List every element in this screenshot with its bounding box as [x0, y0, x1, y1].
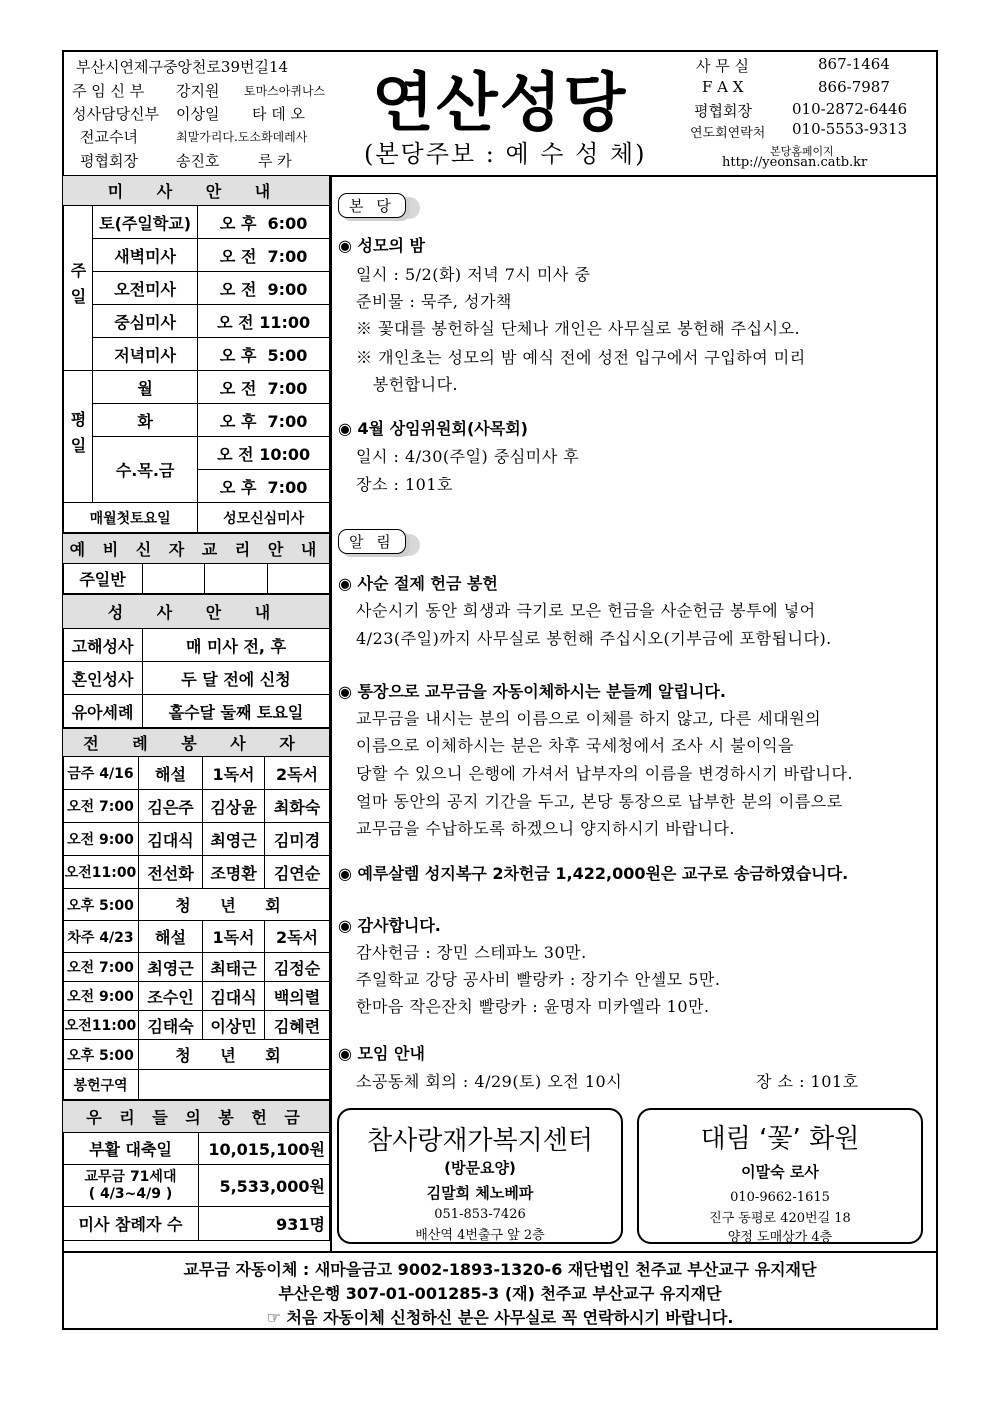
- ad-care-center: [337, 1108, 623, 1244]
- address: 부산시연제구중앙천로39번길14: [76, 58, 289, 76]
- mass-name: 수.목.금: [92, 437, 197, 503]
- catechumen-table: [62, 533, 330, 594]
- slot-time: 오후 5:00: [63, 889, 139, 921]
- council-name: 송진호: [176, 152, 220, 170]
- notice-line: 교무금을 내시는 분의 이름으로 이체를 하지 않고, 다른 세대원의: [356, 709, 822, 728]
- footer-line: 교무금 자동이체 : 새마을금고 9002-1893-1320-6 재단법인 천주교 부산교구 유지재단: [183, 1260, 817, 1279]
- server-name: 김정순: [265, 953, 330, 982]
- sister-role: 전교수녀: [80, 128, 138, 146]
- ad-phone: 010-9662-1615: [730, 1190, 830, 1205]
- offering-title: 우 리 들 의 봉 헌 금: [63, 1101, 330, 1133]
- ad-address: 진구 동평로 420번길 18: [709, 1211, 851, 1226]
- council-phone: 010-2872-6446: [792, 100, 908, 118]
- notice-line: ※ 개인초는 성모의 밤 예식 전에 성전 입구에서 구입하여 미리: [356, 348, 806, 367]
- notice-line: ※ 꽃대를 봉헌하실 단체나 개인은 사무실로 봉헌해 주십시오.: [356, 319, 801, 338]
- ad-person: 김말희 체노베파: [426, 1184, 534, 1202]
- council-role: 평협회장: [80, 152, 138, 170]
- server-name: 최영근: [203, 823, 265, 856]
- slot-time: 오전 7:00: [63, 953, 139, 982]
- offering-label: 부활 대축일: [63, 1133, 199, 1165]
- footer-line: ☞ 처음 자동이체 신청하신 분은 사무실로 꼭 연락하시기 바랍니다.: [266, 1308, 734, 1327]
- notice-line: 일시 : 5/2(화) 저녁 7시 미사 중: [356, 265, 591, 284]
- server-name: 김태숙: [139, 1011, 203, 1040]
- mass-time: 오 전 7:00: [198, 371, 330, 404]
- server-name: 이상민: [203, 1011, 265, 1040]
- mass-time: 오 전 9:00: [198, 272, 330, 305]
- weekday-label: 평일: [63, 371, 93, 503]
- first-sat-label: 매월첫토요일: [63, 503, 198, 533]
- notice-tag: 알 림: [338, 529, 406, 554]
- fax-label: F A X: [702, 78, 744, 96]
- column-divider: [330, 175, 332, 1251]
- yeondo-phone: 010-5553-9313: [792, 120, 908, 138]
- server-name: 최영근: [139, 953, 203, 982]
- offering-table: [62, 1100, 330, 1241]
- youth-group: 청 년 회: [139, 889, 330, 921]
- mass-name: 토(주일학교): [92, 206, 197, 239]
- notice-line: 감사헌금 : 장민 스테파노 30만.: [356, 943, 587, 962]
- priest-saint: 타 데 오: [252, 105, 306, 123]
- council-phone-label: 평협회장: [694, 102, 752, 120]
- sacrament-value: 홀수달 둘째 토요일: [143, 695, 330, 728]
- offering-value: 10,015,100원: [199, 1133, 330, 1165]
- sacrament-label: 고해성사: [63, 629, 143, 662]
- notice-heading: ◉ 통장으로 교무금을 자동이체하시는 분들께 알립니다.: [338, 682, 726, 701]
- notice-line: 이름으로 이체하시는 분은 차후 국세청에서 조사 시 불이익을: [356, 736, 795, 755]
- server-name: 김혜련: [265, 1011, 330, 1040]
- bulletin-subtitle: (본당주보 : 예 수 성 체): [364, 140, 647, 168]
- server-name: 최화숙: [265, 790, 330, 823]
- ad-person: 이말숙 로사: [741, 1163, 819, 1181]
- notice-line: 장소 : 101호: [356, 475, 453, 494]
- col-head: 2독서: [265, 757, 330, 790]
- server-name: 조수인: [139, 982, 203, 1011]
- slot-time: 오전 9:00: [63, 982, 139, 1011]
- mass-time: 오 후 6:00: [198, 206, 330, 239]
- mass-time: 오 후 7:00: [198, 470, 330, 503]
- server-name: 김연순: [265, 856, 330, 889]
- server-name: 김대식: [139, 823, 203, 856]
- notice-line: 4/23(주일)까지 사무실로 봉헌해 주십시오(기부금에 포함됩니다).: [356, 629, 832, 648]
- server-name: 조명환: [203, 856, 265, 889]
- mass-name: 오전미사: [92, 272, 197, 305]
- col-head: 해설: [139, 757, 203, 790]
- notice-line: 한마음 작은잔치 빨랑카 : 윤명자 미카엘라 10만.: [356, 997, 710, 1016]
- notice-line: 교무금을 수납하도록 하겠으니 양지하시기 바랍니다.: [356, 819, 735, 838]
- ad-address: 양정 도매상가 4층: [727, 1230, 833, 1245]
- notice-heading: ◉ 모임 안내: [338, 1044, 425, 1063]
- notice-line: 일시 : 4/30(주일) 중심미사 후: [356, 447, 580, 466]
- notice-line: 봉헌합니다.: [356, 375, 459, 394]
- offering-value: 5,533,000원: [199, 1165, 330, 1207]
- slot-time: 오전 7:00: [63, 790, 139, 823]
- mass-time: 오 전 7:00: [198, 239, 330, 272]
- sacrament-value: 두 달 전에 신청: [143, 662, 330, 695]
- office-label: 사 무 실: [696, 57, 750, 75]
- slot-time: 오전 9:00: [63, 823, 139, 856]
- slot-time: 오전11:00: [63, 856, 139, 889]
- priest-name: 이상일: [176, 105, 220, 123]
- pastor-role: 주 임 신 부: [72, 82, 145, 100]
- fax-number: 866-7987: [818, 78, 890, 96]
- sacrament-label: 유아세례: [63, 695, 143, 728]
- slot-time: 오후 5:00: [63, 1040, 139, 1070]
- first-sat-value: 성모신심미사: [198, 503, 330, 533]
- notice-line: 얼마 동안의 공지 기간을 두고, 본당 통장으로 납부한 분의 이름으로: [356, 792, 843, 811]
- col-head: 2독서: [265, 921, 330, 953]
- mass-name: 화: [92, 404, 197, 437]
- notice-heading: ◉ 감사합니다.: [338, 916, 441, 935]
- server-name: 김은주: [139, 790, 203, 823]
- notice-heading: ◉ 사순 절제 헌금 봉헌: [338, 574, 498, 593]
- notice-line: 준비물 : 묵주, 성가책: [356, 292, 512, 311]
- server-name: 전선화: [139, 856, 203, 889]
- mass-table: [62, 175, 330, 533]
- parish-tag: 본 당: [338, 193, 406, 218]
- notice-line: 주일학교 강당 공사비 빨랑카 : 장기수 안셀모 5만.: [356, 970, 721, 989]
- ad-title: 대림 ‘꽃’ 화원: [700, 1124, 860, 1154]
- meeting-place: 장 소 : 101호: [756, 1072, 859, 1091]
- catechumen-title: 예 비 신 자 교 리 안 내: [63, 534, 330, 564]
- sacrament-title: 성 사 안 내: [63, 595, 330, 629]
- ad-address: 배산역 4번출구 앞 2층: [415, 1228, 545, 1243]
- liturgy-table: [62, 728, 330, 1100]
- youth-group: 청 년 회: [139, 1040, 330, 1070]
- sacrament-value: 매 미사 전, 후: [143, 629, 330, 662]
- offering-label: 교무금 71세대 ( 4/3~4/9 ): [63, 1165, 199, 1207]
- pastor-name: 강지원: [176, 82, 220, 100]
- pastor-saint: 토마스아퀴나스: [244, 84, 326, 98]
- notice-line: 사순시기 동안 희생과 극기로 모은 헌금을 사순헌금 봉투에 넣어: [356, 601, 816, 620]
- ad-title: 참사랑재가복지센터: [366, 1126, 594, 1156]
- week-label: 차주 4/23: [63, 921, 139, 953]
- homepage-label: 본당홈페이지: [770, 145, 834, 158]
- yeondo-label: 연도회연락처: [690, 126, 766, 141]
- server-name: 백의렬: [265, 982, 330, 1011]
- mass-time: 오 후 5:00: [198, 338, 330, 371]
- footer-divider: [62, 1251, 938, 1253]
- mass-name: 저녁미사: [92, 338, 197, 371]
- office-phone: 867-1464: [818, 55, 890, 73]
- priest-role: 성사담당신부: [72, 105, 159, 123]
- server-name: 김미경: [265, 823, 330, 856]
- mass-section-title: 미 사 안 내: [63, 176, 330, 206]
- server-name: 최태근: [203, 953, 265, 982]
- sunday-class-label: 주일반: [63, 564, 143, 594]
- sister-names: 최말가리다.도소화데레사: [176, 130, 308, 144]
- offering-label: 미사 참례자 수: [63, 1207, 199, 1241]
- left-column: [62, 175, 330, 1241]
- col-head: 해설: [139, 921, 203, 953]
- mass-time: 오 전 10:00: [198, 437, 330, 470]
- col-head: 1독서: [203, 921, 265, 953]
- week-label: 금주 4/16: [63, 757, 139, 790]
- notice-line: 소공동체 회의 : 4/29(토) 오전 10시: [356, 1072, 623, 1091]
- ad-flower-shop: [637, 1108, 923, 1244]
- parish-title: 연산성당: [372, 67, 628, 141]
- ad-phone: 051-853-7426: [434, 1207, 526, 1222]
- sacrament-table: [62, 594, 330, 728]
- notice-heading: ◉ 예루살렘 성지복구 2차헌금 1,422,000원은 교구로 송금하였습니다.: [338, 864, 849, 883]
- mass-name: 월: [92, 371, 197, 404]
- council-saint: 루 카: [258, 152, 292, 170]
- mass-name: 중심미사: [92, 305, 197, 338]
- homepage-link[interactable]: http://yeonsan.catb.kr: [722, 155, 868, 170]
- mass-name: 새벽미사: [92, 239, 197, 272]
- server-name: 김상윤: [203, 790, 265, 823]
- flower-area-label: 봉헌구역: [63, 1070, 139, 1100]
- col-head: 1독서: [203, 757, 265, 790]
- slot-time: 오전11:00: [63, 1011, 139, 1040]
- offering-value: 931명: [199, 1207, 330, 1241]
- mass-time: 오 전 11:00: [198, 305, 330, 338]
- notice-heading: ◉ 성모의 밤: [338, 236, 425, 255]
- ad-subtitle: (방문요양): [444, 1159, 516, 1177]
- liturgy-title: 전 례 봉 사 자: [63, 729, 330, 757]
- sacrament-label: 혼인성사: [63, 662, 143, 695]
- notice-heading: ◉ 4월 상임위원회(사목회): [338, 419, 528, 438]
- server-name: 김대식: [203, 982, 265, 1011]
- footer-line: 부산은행 307-01-001285-3 (재) 천주교 부산교구 유지재단: [278, 1284, 722, 1303]
- notice-line: 당할 수 있으니 은행에 가셔서 납부자의 이름을 변경하시기 바랍니다.: [356, 764, 854, 783]
- mass-time: 오 후 7:00: [198, 404, 330, 437]
- sunday-label: 주일: [63, 206, 93, 371]
